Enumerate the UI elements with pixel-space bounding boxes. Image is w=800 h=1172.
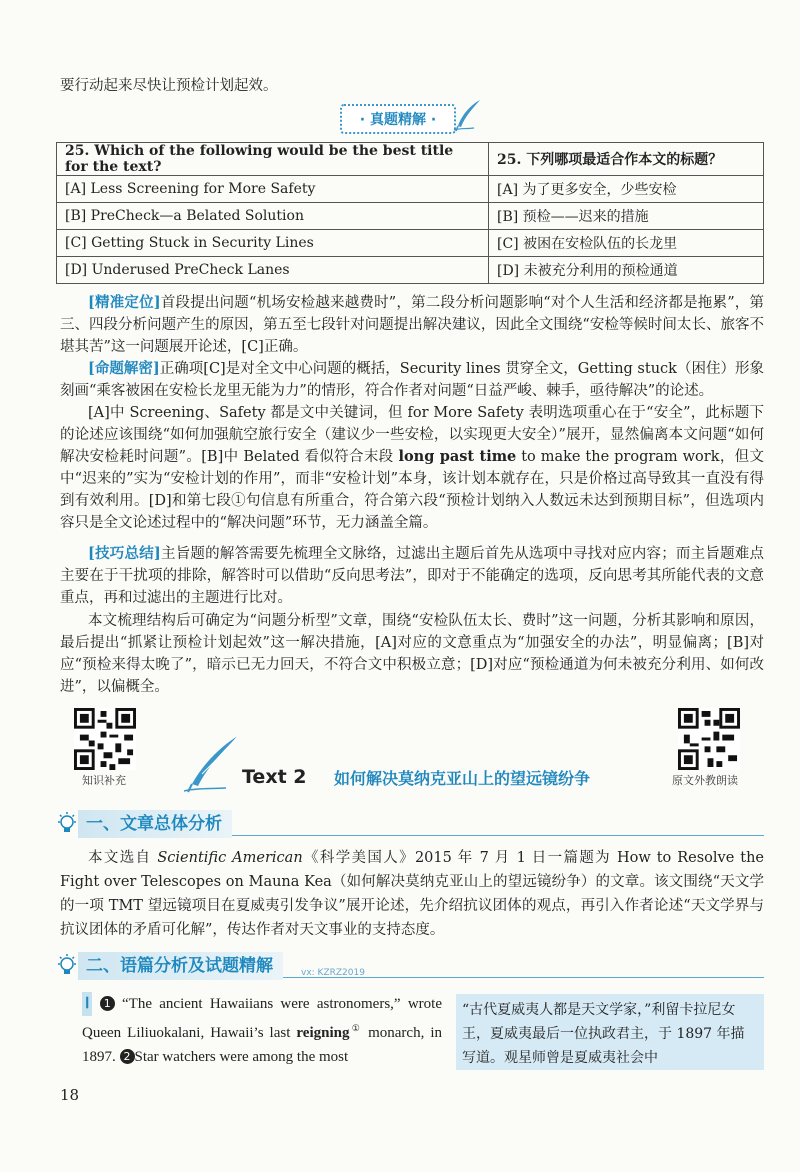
tag-precise-location: [精准定位] (88, 294, 161, 311)
tag-question-decode: [命题解密] (88, 360, 160, 377)
magazine-title: Scientific American (157, 850, 303, 866)
option-row (57, 257, 764, 284)
section-heading-2 (56, 952, 764, 980)
question-row (57, 143, 764, 176)
quill-pen-icon (182, 734, 242, 794)
option-zh: [C] 被困在安检队伍的长龙里 (489, 230, 764, 257)
section-title-2: 二、语篇分析及试题精解 (78, 952, 283, 980)
translation-box: “古代夏威夷人都是天文学家，”利留卡拉尼女王，夏威夷最后一位执政君主，于 1897 年描写道。观星师曾是夏威夷社会中 (456, 994, 764, 1070)
qr-code-icon[interactable] (74, 708, 136, 770)
qr-right-label: 原文外教朗读 (672, 774, 738, 787)
sentence-number: 1 (100, 996, 115, 1011)
passage-text: Ⅰ 1 “The ancient Hawaiians were astronomers,” wrote Queen Liliuokalani, Hawaii’s last reigning① monarch, in 1897. 2 Star watchers were among the most (82, 992, 442, 1069)
section-title-1: 一、文章总体分析 (78, 810, 232, 838)
analysis-paragraph-5: 本文梳理结构后可确定为“问题分析型”文章，围绕“安检队伍太长、费时”这一问题，分析其影响和原因，最后提出“抓紧让预检计划起效”这一解决措施，[A]对应的文意重点为“加强安全的办法”，明显偏离；[B]对应“预检来得太晚了”，暗示已无力回天，不符合文中积极立意；[D]对应“预检通道为何未被充分利用、如何改进”，以偏概全。 (60, 613, 764, 695)
analysis-paragraph-4: [技巧总结]主旨题的解答需要先梳理全文脉络，过滤出主题后首先从选项中寻找对应内容；而主旨题难点主要在于干扰项的排除，解答时可以借助“反向思考法”，即对于不能确定的选项，反向思考其所能代表的文意重点，再和过滤出的主题进行比对。 (60, 545, 764, 606)
analysis-paragraph-3: [A]中 Screening、Safety 都是文中关键词，但 for More Safety 表明选项重心在于“安全”，此标题下的论述应该围绕“如何加强航空旅行安全（建议少一些安检，以实现更大安全）”展开，显然偏离本文问题“如何解决安检耗时问题”。[B]中 Belated 看似符合末段 long past time to make the program work，但文中“迟来的”实为“安检计划的作用”，而非“安检计划”本身，该计划本就存在，只是价格过高导致其一直没有得到有效利用。[D]和第七段①句信息有所重合，符合第六段“预检计划纳入人数远未达到预期目标”，但选项内容只是全文论述过程中的“解决问题”环节，无力涵盖全篇。 (60, 405, 764, 531)
bold-phrase: long past time (398, 448, 517, 465)
section-heading-1 (56, 810, 764, 838)
intro-line: 要行动起来尽快让预检计划起效。 (60, 78, 278, 94)
option-zh: [D] 未被充分利用的预检通道 (489, 257, 764, 284)
page-number: 18 (60, 1086, 80, 1104)
option-row (57, 230, 764, 257)
overview-paragraph: 本文选自 Scientific American《科学美国人》2015 年 7 月 1 日一篇题为 How to Resolve the Fight over Telescopes on Mauna Kea（如何解决莫纳克亚山上的望远镜纷争）的文章。该文围绕“天文学的一项 TMT 望远镜项目在夏威夷引发争议”展开论述，先介绍抗议团体的观点，再引入作者论述“天文学界与抗议团体的矛盾可化解”，传达作者对天文事业的支持态度。 (60, 850, 765, 938)
option-en: [A] Less Screening for More Safety (57, 176, 489, 203)
vocab-word: reigning (296, 1025, 350, 1041)
analysis-paragraph-1: [精准定位]首段提出问题“机场安检越来越费时”，第二段分析问题影响“对个人生活和经济都是拖累”，第三、四段分析问题产生的原因，第五至七段针对问题提出解决建议，因此全文围绕“安检等候时间太长、旅客不堪其苦”这一问题展开论述，[C]正确。 (60, 294, 764, 355)
option-en: [D] Underused PreCheck Lanes (57, 257, 489, 284)
option-row (57, 176, 764, 203)
lightbulb-icon (56, 953, 78, 979)
option-row (57, 203, 764, 230)
sentence-number: 2 (120, 1049, 135, 1064)
question-table (56, 142, 764, 284)
watermark-text: vx: KZRZ2019 (301, 968, 365, 978)
text2-title: Text 2 (242, 766, 307, 788)
section-banner: · 真题精解 · (340, 104, 456, 134)
vocab-note-marker: ① (349, 1023, 363, 1033)
question-en: 25. Which of the following would be the best title for the text? (57, 143, 489, 176)
quill-pen-icon (452, 98, 482, 132)
option-zh: [B] 预检——迟来的措施 (489, 203, 764, 230)
paragraph-number: Ⅰ (82, 992, 92, 1016)
tag-skill-summary: [技巧总结] (88, 545, 161, 562)
option-en: [B] PreCheck—a Belated Solution (57, 203, 489, 230)
text2-subtitle: 如何解决莫纳克亚山上的望远镜纷争 (334, 769, 591, 788)
qr-code-icon[interactable] (678, 708, 740, 770)
analysis-paragraph-2: [命题解密]正确项[C]是对全文中心问题的概括，Security lines 贯穿全文，Getting stuck（困住）形象刻画“乘客被困在安检长龙里无能为力”的情形，符合作者对问题“日益严峻、棘手，亟待解决”的论述。 (60, 360, 764, 399)
option-en: [C] Getting Stuck in Security Lines (57, 230, 489, 257)
lightbulb-icon (56, 811, 78, 837)
question-zh: 25. 下列哪项最适合作本文的标题？ (489, 143, 764, 176)
section-rule (232, 813, 764, 836)
option-zh: [A] 为了更多安全，少些安检 (489, 176, 764, 203)
qr-left-label: 知识补充 (82, 774, 126, 787)
